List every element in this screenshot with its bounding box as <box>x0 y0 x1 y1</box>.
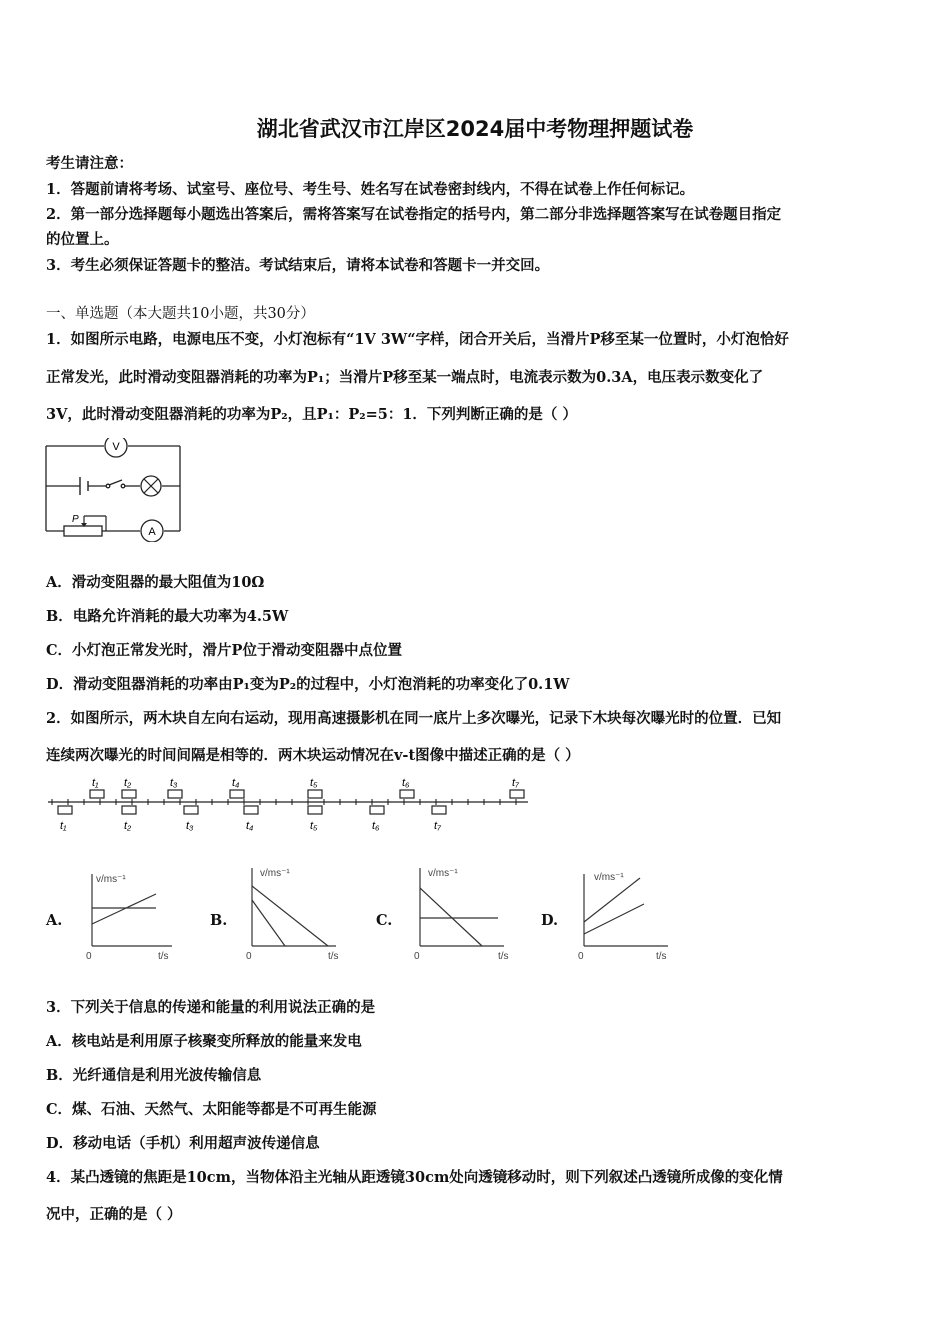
q1-stem-line: 正常发光，此时滑动变阻器消耗的功率为P₁；当滑片P移至某一端点时，电流表示数为0.3A，电压表示数变化了 <box>46 369 764 386</box>
section-heading: 一、单选题（本大题共10小题，共30分） <box>46 306 315 322</box>
y-axis-label: v/ms⁻¹ <box>260 868 290 879</box>
lower-block <box>370 806 384 814</box>
lower-block <box>244 806 258 814</box>
q2-option-a[interactable]: A. <box>46 912 63 929</box>
upper-time-label: t₁ <box>92 777 99 789</box>
upper-time-label: t₄ <box>232 777 240 789</box>
upper-time-label: t₅ <box>310 777 318 789</box>
slider-label: P <box>72 514 79 525</box>
y-axis-label: v/ms⁻¹ <box>96 874 126 885</box>
lower-time-label: t₂ <box>124 820 132 832</box>
q1-stem-line: 1．如图所示电路，电源电压不变，小灯泡标有“1V 3W“字样，闭合开关后，当滑片P移至某一位置时，小灯泡恰好 <box>46 331 789 348</box>
notice-item: 2．第一部分选择题每小题选出答案后，需将答案写在试卷指定的括号内，第二部分非选择题答案写在试卷题目指定 <box>46 206 782 223</box>
origin-label: 0 <box>578 951 584 962</box>
x-axis-label: t/s <box>158 951 169 962</box>
vt-graph-a <box>80 866 180 964</box>
x-axis-label: t/s <box>656 951 667 962</box>
lower-block <box>184 806 198 814</box>
lower-block <box>58 806 72 814</box>
lamp-icon <box>141 476 161 496</box>
q1-option-c[interactable]: C．小灯泡正常发光时，滑片P位于滑动变阻器中点位置 <box>46 642 402 659</box>
lower-time-label: t₇ <box>434 820 441 832</box>
page-title: 湖北省武汉市江岸区2024届中考物理押题试卷 <box>256 117 694 141</box>
q2-option-b[interactable]: B. <box>210 912 228 929</box>
notice-item: 3．考生必须保证答题卡的整洁。考试结束后，请将本试卷和答题卡一并交回。 <box>46 257 550 274</box>
voltmeter-label: V <box>112 441 120 453</box>
y-axis-label: v/ms⁻¹ <box>594 872 624 883</box>
upper-time-label: t₃ <box>170 777 178 789</box>
upper-time-label: t₂ <box>124 777 132 789</box>
q3-option-d[interactable]: D．移动电话（手机）利用超声波传递信息 <box>46 1135 320 1152</box>
lower-block <box>432 806 446 814</box>
vt-graph-c <box>408 860 518 964</box>
vt-graph-d <box>572 866 678 964</box>
lower-time-label: t₄ <box>246 820 254 832</box>
upper-block <box>230 790 244 798</box>
upper-block <box>510 790 524 798</box>
upper-time-label: t₇ <box>512 777 519 789</box>
q3-stem: 3．下列关于信息的传递和能量的利用说法正确的是 <box>46 999 376 1016</box>
q3-option-a[interactable]: A．核电站是利用原子核聚变所释放的能量来发电 <box>46 1033 362 1050</box>
q1-option-b[interactable]: B．电路允许消耗的最大功率为4.5W <box>46 608 289 625</box>
q3-option-b[interactable]: B．光纤通信是利用光波传输信息 <box>46 1067 262 1084</box>
rheostat-icon <box>64 516 106 536</box>
x-axis-label: t/s <box>498 951 509 962</box>
lower-time-label: t₅ <box>310 820 318 832</box>
notice-item: 的位置上。 <box>46 231 119 248</box>
x-axis-label: t/s <box>328 951 339 962</box>
q1-option-d[interactable]: D．滑动变阻器消耗的功率由P₁变为P₂的过程中，小灯泡消耗的功率变化了0.1W <box>46 676 570 693</box>
q3-option-c[interactable]: C．煤、石油、天然气、太阳能等都是不可再生能源 <box>46 1101 377 1118</box>
q2-option-c[interactable]: C. <box>376 912 393 929</box>
strobe-diagram <box>44 772 534 834</box>
circuit-diagram <box>44 438 184 542</box>
q4-stem-line: 况中，正确的是（ ） <box>46 1206 182 1223</box>
switch-icon <box>106 480 125 488</box>
upper-block <box>400 790 414 798</box>
lower-block <box>122 806 136 814</box>
q2-option-d[interactable]: D. <box>541 912 559 929</box>
notice-item: 1．答题前请将考场、试室号、座位号、考生号、姓名写在试卷密封线内，不得在试卷上作任何标记。 <box>46 181 695 198</box>
upper-block <box>90 790 104 798</box>
origin-label: 0 <box>414 951 420 962</box>
ammeter-label: A <box>148 526 156 538</box>
lower-block <box>308 806 322 814</box>
lower-time-label: t₁ <box>60 820 67 832</box>
q1-option-a[interactable]: A．滑动变阻器的最大阻值为10Ω <box>46 574 265 591</box>
lower-time-label: t₆ <box>372 820 380 832</box>
origin-label: 0 <box>246 951 252 962</box>
q4-stem-line: 4．某凸透镜的焦距是10cm，当物体沿主光轴从距透镜30cm处向透镜移动时，则下列叙述凸透镜所成像的变化情 <box>46 1169 783 1186</box>
notice-heading: 考生请注意： <box>46 155 133 172</box>
battery-icon <box>80 477 88 495</box>
q1-stem-line: 3V，此时滑动变阻器消耗的功率为P₂，且P₁：P₂=5：1．下列判断正确的是（ ） <box>46 406 577 423</box>
lower-time-label: t₃ <box>186 820 194 832</box>
q2-stem-line: 连续两次曝光的时间间隔是相等的．两木块运动情况在v-t图像中描述正确的是（ ） <box>46 747 580 764</box>
upper-block <box>168 790 182 798</box>
origin-label: 0 <box>86 951 92 962</box>
vt-graph-b <box>240 860 350 964</box>
q2-stem-line: 2．如图所示，两木块自左向右运动，现用高速摄影机在同一底片上多次曝光，记录下木块每次曝光时的位置．已知 <box>46 710 782 727</box>
upper-time-label: t₆ <box>402 777 410 789</box>
upper-block <box>122 790 136 798</box>
upper-block <box>308 790 322 798</box>
y-axis-label: v/ms⁻¹ <box>428 868 458 879</box>
